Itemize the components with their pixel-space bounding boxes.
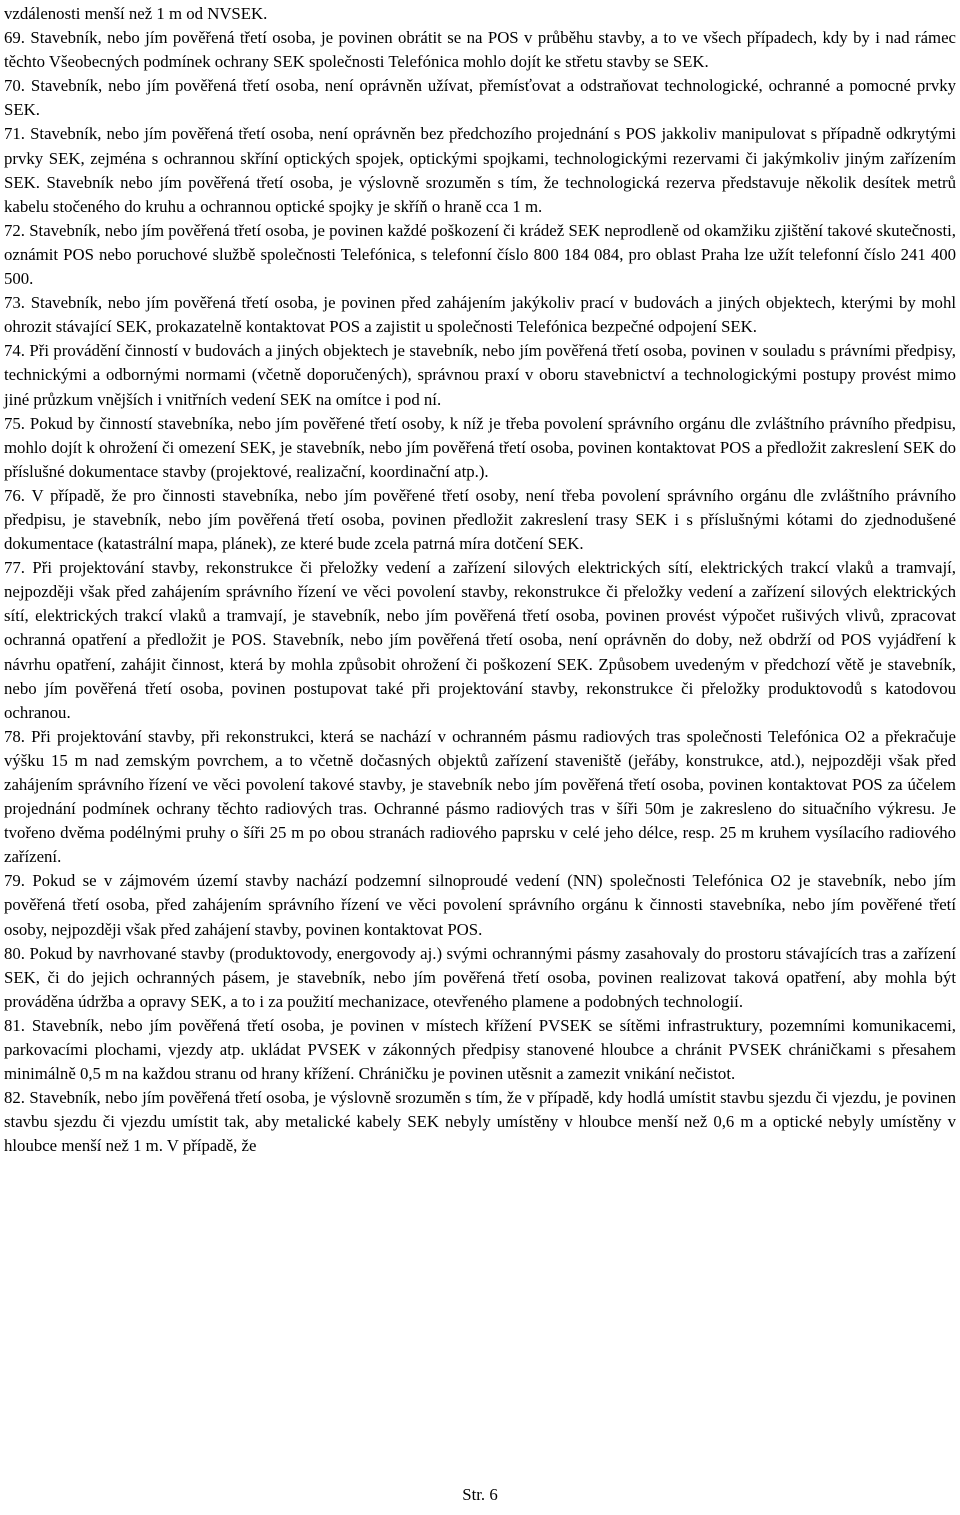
paragraph-80: 80. Pokud by navrhované stavby (produktovody, energovody aj.) svými ochrannými pásmy zasahovaly do prostoru stávajících tras a zařízení SEK, či do jejich ochranných pásem, je stavebník, nebo jím pověřená třetí osoba, povinen realizovat taková opatření, aby mohla být prováděna údržba a opravy SEK, a to i za použití mechanizace, otevřeného plamene a podobných technologií. xyxy=(4,943,956,1011)
paragraph-77: 77. Při projektování stavby, rekonstrukce či přeložky vedení a zařízení silových elektrických sítí, elektrických trakcí vlaků a tramvají, nejpozději však před zahájením správního řízení ve věci povolení stavby, rekonstrukce či přeložky vedení a zařízení silových elektrických sítí, elektrických trakcí vlaků a tramvají, je stavebník, nebo jím pověřená třetí osoba, povinen provést výpočet rušivých vlivů, zpracovat ochranná opatření a předložit je POS. Stavebník, nebo jím pověřená třetí osoba, není oprávněn do doby, než obdrží od POS vyjádření k návrhu opatření, zahájit činnost, která by mohla způsobit ohrožení či poškození SEK. Způsobem uvedeným v předchozí větě je stavebník, nebo jím pověřená třetí osoba, povinen postupovat také při projektování stavby, rekonstrukce či přeložky produktovodů s katodovou ochranou. xyxy=(4,558,956,722)
paragraph-73: 73. Stavebník, nebo jím pověřená třetí osoba, je povinen před zahájením jakýkoliv prací v budovách a jiných objektech, kterými by mohl ohrozit stávající SEK, prokazatelně kontaktovat POS a zajistit u společnosti Telefónica bezpečné odpojení SEK. xyxy=(4,293,956,337)
page-number: Str. 6 xyxy=(462,1485,498,1504)
paragraph-75: 75. Pokud by činností stavebníka, nebo jím pověřené třetí osoby, k níž je třeba povolení správního orgánu dle zvláštního právního předpisu, mohlo dojít k ohrožení či omezení SEK, je stavebník, nebo jím pověřená třetí osoba, povinen kontaktovat POS a předložit zakreslení SEK do příslušné dokumentace stavby (projektové, realizační, koordinační atp.). xyxy=(4,413,956,481)
paragraph-72: 72. Stavebník, nebo jím pověřená třetí osoba, je povinen každé poškození či krádež SEK neprodleně od okamžiku zjištění takové skutečnosti, oznámit POS nebo poruchové službě společnosti Telefónica, s telefonní číslo 800 184 084, pro oblast Praha lze užít telefonní číslo 241 400 500. xyxy=(4,220,956,289)
paragraph-74: 74. Při provádění činností v budovách a jiných objektech je stavebník, nebo jím pověřená třetí osoba, povinen v souladu s právními předpisy, technickými a odbornými normami (včetně doporučených), správnou praxí v oboru stavebnictví a technologickými postupy provést mimo jiné průzkum vnějších i vnitřních vedení SEK na omítce i pod ní. xyxy=(4,341,956,409)
paragraph-82: 82. Stavebník, nebo jím pověřená třetí osoba, je výslovně srozuměn s tím, že v případě, kdy hodlá umístit stavbu sjezdu či vjezdu, je povinen stavbu sjezdu či vjezdu umístit tak, aby metalické kabely SEK nebyly umístěny v hloubce menší než 0,6 m a optické nebyly umístěny v hloubce menší než 1 m. V případě, že xyxy=(4,1088,956,1156)
paragraph-continuation: vzdálenosti menší než 1 m od NVSEK. xyxy=(4,4,268,23)
paragraph-69: 69. Stavebník, nebo jím pověřená třetí osoba, je povinen obrátit se na POS v průběhu stavby, a to ve všech případech, kdy by i nad rámec těchto Všeobecných podmínek ochrany SEK společnosti Telefónica mohlo dojít ke střetu stavby se SEK. xyxy=(4,28,956,72)
paragraph-76: 76. V případě, že pro činnosti stavebníka, nebo jím pověřené třetí osoby, není třeba povolení správního orgánu dle zvláštního právního předpisu, je stavebník, nebo jím pověřená třetí osoba, povinen předložit zakreslení trasy SEK i s příslušnými kótami do zjednodušené dokumentace (katastrální mapa, plánek), ze které bude zcela patrná míra dotčení SEK. xyxy=(4,485,956,554)
paragraph-70: 70. Stavebník, nebo jím pověřená třetí osoba, není oprávněn užívat, přemísťovat a odstraňovat technologické, ochranné a pomocné prvky SEK. xyxy=(4,76,956,120)
paragraph-71: 71. Stavebník, nebo jím pověřená třetí osoba, není oprávněn bez předchozího projednání s POS jakkoliv manipulovat s případně odkrytými prvky SEK, zejména s ochrannou skříní optických spojek, optickými spojkami, technologickými rezervami či jakýmkoliv jiným zařízením SEK. Stavebník nebo jím pověřená třetí osoba, je výslovně srozuměn s tím, že technologická rezerva představuje několik desítek metrů kabelu stočeného do kruhu a ochrannou optické spojky je skříň o hraně cca 1 m. xyxy=(4,124,956,216)
paragraph-79: 79. Pokud se v zájmovém území stavby nachází podzemní silnoproudé vedení (NN) společnosti Telefónica O2 je stavebník, nebo jím pověřená třetí osoba, před zahájením správního řízení ve věci povolení správního orgánu k činnosti stavebníka, nebo jím pověřené třetí osoby, nejpozději však před zahájení stavby, povinen kontaktovat POS. xyxy=(4,871,956,939)
paragraph-81: 81. Stavebník, nebo jím pověřená třetí osoba, je povinen v místech křížení PVSEK se sítěmi infrastruktury, pozemními komunikacemi, parkovacími plochami, vjezdy atp. ukládat PVSEK v zákonných předpisy stanovené hloubce a chránit PVSEK chráničkami s přesahem minimálně 0,5 m na každou stranu od hrany křížení. Chráničku je povinen utěsnit a zamezit vnikání nečistot. xyxy=(4,1015,956,1084)
document-body xyxy=(4,2,956,1159)
paragraph-78: 78. Při projektování stavby, při rekonstrukci, která se nachází v ochranném pásmu radiových tras společnosti Telefónica O2 a překračuje výšku 15 m nad zemským povrchem, a to včetně dočasných objektů zařízení staveniště (jeřáby, konstrukce, atd.), nejpozději však před zahájením správního řízení ve věci povolení takové stavby, je stavebník nebo jím pověřená třetí osoba, povinen kontaktovat POS za účelem projednání podmínek ochrany těchto radiových tras. Ochranné pásmo radiových tras v šíři 50m je zakresleno do situačního výkresu. Je tvořeno dvěma podélnými pruhy o šíři 25 m po obou stranách radiového paprsku v celé jeho délce, resp. 25 m kruhem vysílacího radiového zařízení. xyxy=(4,726,956,867)
